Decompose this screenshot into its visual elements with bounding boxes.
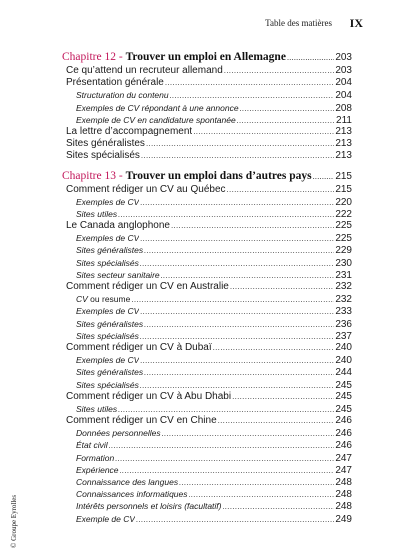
page-folio: IX [349, 16, 363, 30]
toc-entry[interactable] [62, 244, 352, 256]
toc-entry-label: Exemples de CV [76, 196, 140, 207]
toc-entry[interactable] [62, 138, 352, 150]
dot-leader [144, 245, 334, 257]
page-number: 213 [335, 150, 352, 162]
page-number: 248 [335, 501, 352, 513]
dot-leader [165, 77, 334, 89]
page-number: 220 [335, 196, 352, 208]
toc-entry[interactable] [62, 102, 352, 114]
dot-leader [218, 415, 335, 427]
chapter-title: Trouver un emploi dans d’autres pays [125, 169, 312, 182]
toc-entry[interactable] [62, 476, 352, 488]
toc-entry[interactable] [62, 452, 352, 464]
page-number: 249 [335, 513, 352, 525]
toc-entry-label: CV ou resume [76, 294, 131, 305]
page-number: 203 [335, 52, 352, 63]
toc-entry[interactable] [62, 318, 352, 330]
page-number: 204 [335, 77, 352, 89]
toc-entry-label: Connaissance des langues [76, 477, 179, 487]
toc-entry-label: Sites généralistes [76, 367, 144, 378]
toc-entry[interactable] [62, 65, 352, 77]
toc-entry[interactable] [62, 220, 352, 232]
dot-leader [140, 197, 334, 209]
page-number: 248 [335, 477, 352, 488]
toc-entry[interactable] [62, 342, 352, 354]
toc-entry-label: Sites généralistes [76, 245, 144, 256]
dot-leader [115, 453, 334, 465]
toc-entry[interactable] [62, 391, 352, 403]
toc-chapter-13[interactable] [62, 169, 352, 184]
page-number: 225 [335, 233, 352, 245]
chapter-13-entries [62, 184, 352, 525]
page-number: 232 [335, 294, 352, 306]
toc-entry-label: Exemples de CV répondant à une annonce [76, 102, 239, 113]
dot-leader [140, 355, 334, 367]
toc-entry-label: Exemples de CV [76, 355, 140, 366]
toc-entry-label: Sites spécialisés [76, 330, 139, 341]
chapter-heading [62, 169, 312, 184]
page-number: 246 [335, 428, 352, 440]
page-number: 211 [336, 114, 352, 126]
dot-leader [232, 391, 334, 403]
dot-leader [140, 233, 334, 245]
page-number: 231 [335, 269, 352, 281]
toc-entry-label: Comment rédiger un CV à Abu Dhabi [66, 390, 232, 402]
page-number: 232 [335, 281, 352, 292]
toc-entry-label: Comment rédiger un CV au Québec [66, 183, 226, 195]
page-number: 245 [335, 403, 352, 415]
toc-entry[interactable] [62, 293, 352, 305]
toc-entry-label: Exemple de CV en candidature spontanée [76, 114, 236, 125]
page-number: 246 [335, 440, 352, 452]
toc-entry-label: Sites spécialisés [76, 257, 139, 268]
toc-entry-label: Sites généralistes [66, 138, 145, 150]
toc-entry-label: Sites utiles [76, 403, 118, 414]
toc-entry[interactable] [62, 366, 352, 378]
toc-entry-label: Structuration du contenu [76, 90, 169, 101]
page-number: 240 [335, 341, 352, 353]
chapter-number: Chapitre 13 - [62, 169, 126, 182]
toc-entry[interactable] [62, 281, 352, 293]
dot-leader [141, 150, 334, 162]
page-number: 245 [335, 379, 352, 391]
toc-entry-label: Présentation générale [66, 77, 164, 89]
copyright-note: © Groupe Eyrolles [10, 494, 18, 548]
toc-entry[interactable] [62, 269, 352, 281]
toc-entry-label: Exemples de CV [76, 233, 140, 244]
page-number: 247 [335, 452, 352, 464]
page-number: 225 [335, 220, 352, 232]
page-number: 229 [335, 245, 352, 257]
dot-leader [313, 169, 335, 184]
toc-entry[interactable] [62, 427, 352, 439]
dot-leader [109, 440, 335, 452]
toc-entry[interactable] [62, 150, 352, 162]
toc-entry[interactable] [62, 305, 352, 317]
toc-entry-label: Sites secteur sanitaire [76, 269, 160, 280]
toc-entry-label: Sites utiles [76, 208, 118, 219]
toc-entry-label: Sites spécialisés [76, 379, 139, 390]
toc-entry[interactable] [62, 488, 352, 500]
toc-entry[interactable] [62, 330, 352, 342]
toc-entry[interactable] [62, 232, 352, 244]
chapter-12-entries [62, 65, 352, 163]
dot-leader [179, 477, 334, 489]
page-number: 204 [335, 90, 352, 102]
toc-entry-label: Exemple de CV [76, 513, 136, 524]
page-number: 247 [335, 464, 352, 476]
toc-entry-label: Connaissances informatiques [76, 489, 188, 500]
dot-leader [287, 50, 334, 65]
toc-entry[interactable] [62, 126, 352, 138]
toc-entry[interactable] [62, 464, 352, 476]
dot-leader [227, 184, 335, 196]
dot-leader [224, 65, 335, 77]
dot-leader [140, 258, 334, 270]
toc-entry[interactable] [62, 89, 352, 101]
toc-entry-label: Sites généralistes [76, 318, 144, 329]
toc-entry-label: Formation [76, 452, 115, 463]
chapter-title: Trouver un emploi en Allemagne [125, 51, 286, 63]
toc-entry-label: Expérience [76, 464, 119, 475]
page-number: 208 [335, 102, 352, 114]
dot-leader [146, 138, 334, 150]
dot-leader [140, 306, 334, 318]
page-number: 236 [335, 318, 352, 330]
toc-entry-label: Ce qu’attend un recruteur allemand [66, 65, 223, 76]
dot-leader [144, 367, 334, 379]
dot-leader [171, 220, 334, 232]
dot-leader [213, 342, 335, 354]
dot-leader [223, 501, 335, 513]
page-number: 233 [335, 306, 352, 318]
toc-entry-label: État civil [76, 440, 108, 451]
dot-leader [230, 281, 334, 293]
toc-entry[interactable] [62, 77, 352, 89]
dot-leader [136, 514, 334, 526]
toc-entry[interactable] [62, 208, 352, 220]
toc-entry[interactable] [62, 114, 352, 126]
toc-entry[interactable] [62, 257, 352, 269]
toc-entry-label: Comment rédiger un CV en Chine [66, 415, 217, 427]
page-number: 222 [335, 208, 352, 220]
page-number: 245 [335, 390, 352, 402]
dot-leader [131, 294, 334, 306]
toc-entry-label: Exemples de CV [76, 306, 140, 317]
toc-entry-label: Comment rédiger un CV à Dubaï [66, 341, 212, 353]
toc-entry-label: Sites spécialisés [66, 150, 140, 162]
toc-entry[interactable] [62, 415, 352, 427]
toc-entry[interactable] [62, 184, 352, 196]
dot-leader [193, 126, 334, 138]
page-number: 213 [335, 125, 352, 137]
toc-entry-label: Comment rédiger un CV en Australie [66, 281, 229, 292]
page-number: 215 [335, 170, 352, 182]
chapter-number: Chapitre 12 - [62, 51, 126, 63]
toc-entry[interactable] [62, 439, 352, 451]
toc-entry-label: Données personnelles [76, 428, 161, 439]
page-number: 203 [335, 65, 352, 76]
toc-entry[interactable] [62, 354, 352, 366]
page-number: 215 [335, 183, 352, 195]
page-number: 240 [335, 355, 352, 367]
toc-entry-label: Le Canada anglophone [66, 220, 170, 232]
page-number: 237 [335, 330, 352, 342]
toc-entry-label: La lettre d’accompagnement [66, 125, 193, 137]
dot-leader [240, 103, 335, 115]
table-of-contents [62, 50, 352, 525]
page-number: 230 [335, 257, 352, 269]
dot-leader [144, 319, 334, 331]
page-number: 246 [335, 415, 352, 427]
page-header [0, 16, 400, 30]
toc-entry[interactable] [62, 513, 352, 525]
dot-leader [162, 428, 335, 440]
chapter-heading [62, 50, 286, 65]
toc-chapter-12[interactable] [62, 50, 352, 65]
toc-entry[interactable] [62, 403, 352, 415]
page-number: 244 [335, 367, 352, 379]
toc-entry-label: Intérêts personnels et loisirs (facultatif) [76, 501, 222, 512]
toc-entry[interactable] [62, 379, 352, 391]
page-number: 213 [335, 138, 352, 150]
toc-entry[interactable] [62, 500, 352, 512]
running-title: Table des matières [265, 18, 332, 28]
page-number: 248 [335, 489, 352, 501]
toc-entry[interactable] [62, 196, 352, 208]
